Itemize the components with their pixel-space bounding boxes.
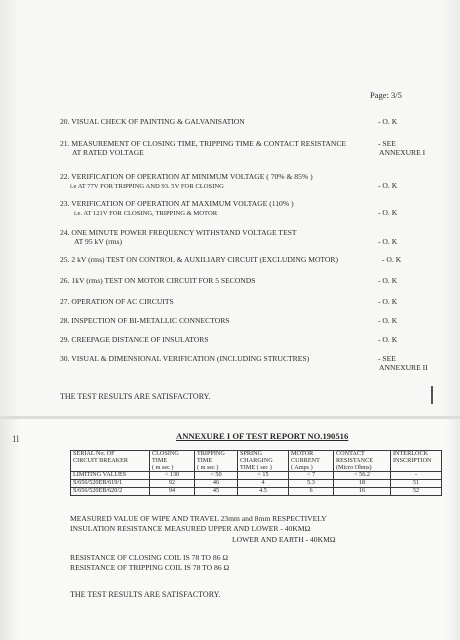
test-item-text: 28. INSPECTION OF BI-METALLIC CONNECTORS <box>60 316 230 325</box>
test-item-result: - O. K <box>382 255 402 264</box>
test-item-result: - O. K <box>378 237 398 246</box>
test-item-result: - O. K <box>378 297 398 306</box>
table-cell: 45 <box>195 487 238 495</box>
insulation-resistance-line: INSULATION RESISTANCE MEASURED UPPER AND LOWER - 40KMΩ <box>70 524 311 533</box>
table-cell: S/656/520EB/619/1 <box>71 480 150 488</box>
wipe-travel-line: MEASURED VALUE OF WIPE AND TRAVEL 23mm and 8mm RESPECTIVELY <box>70 514 327 523</box>
summary-statement: THE TEST RESULTS ARE SATISFACTORY. <box>60 392 211 401</box>
page-fold-line <box>0 416 460 419</box>
table-cell: 18 <box>334 480 391 488</box>
test-item-result: - O. K <box>378 181 398 190</box>
page-number: Page: 3/5 <box>370 90 402 100</box>
test-item-result: - O. K <box>378 335 398 344</box>
table-cell: 52 <box>391 487 442 495</box>
column-header: TRIPPING TIME ( m sec ) <box>195 451 238 472</box>
column-header: INTERLOCK INSCRIPTION <box>391 451 442 472</box>
table-header-row <box>71 451 442 472</box>
table-row <box>71 487 442 495</box>
table-row <box>71 480 442 488</box>
margin-pen-mark <box>431 386 433 404</box>
table-cell: 4 <box>238 480 289 488</box>
table-cell: < 56.2 <box>334 472 391 480</box>
table-cell: < 130 <box>150 472 195 480</box>
table-cell: 51 <box>391 480 442 488</box>
test-item-text: 27. OPERATION OF AC CIRCUITS <box>60 297 174 306</box>
table-cell: < 7 <box>289 472 334 480</box>
test-item-text: 23. VERIFICATION OF OPERATION AT MAXIMUM VOLTAGE (110% ) <box>60 199 294 208</box>
test-item-result: - SEE <box>378 139 396 148</box>
test-item-subtext: AT RATED VOLTAGE <box>72 148 144 157</box>
margin-annotation: 1l <box>12 434 20 444</box>
test-item-subtext: i.e AT 77V FOR TRIPPING AND 93. 5V FOR CLOSING <box>70 183 224 190</box>
table-cell: 94 <box>150 487 195 495</box>
table-cell: - <box>391 472 442 480</box>
test-item-text: 25. 2 kV (rms) TEST ON CONTROL & AUXILIARY CIRCUIT (EXCLUDING MOTOR) <box>60 255 339 264</box>
test-item-text: 24. ONE MINUTE POWER FREQUENCY WITHSTAND VOLTAGE TEST <box>60 228 297 237</box>
test-item-result: - O. K <box>378 117 398 126</box>
table-cell: 5.3 <box>289 480 334 488</box>
annexure-reference: ANNEXURE II <box>379 363 428 372</box>
annexure-title: ANNEXURE I OF TEST REPORT NO.190516 <box>176 431 349 441</box>
tripping-coil-line: RESISTANCE OF TRIPPING COIL IS 78 TO 86 Ω <box>70 563 230 572</box>
summary-statement-bottom: THE TEST RESULTS ARE SATISFACTORY. <box>70 590 221 599</box>
test-item-text: 21. MEASUREMENT OF CLOSING TIME, TRIPPING TIME & CONTACT RESISTANCE <box>60 139 347 148</box>
test-item-result: - O. K <box>378 276 398 285</box>
test-item-text: 26. 1kV (rms) TEST ON MOTOR CIRCUIT FOR 5 SECONDS <box>60 276 256 285</box>
column-header: SERIAL No. OF CIRCUIT BREAKER <box>71 451 150 472</box>
test-item-text: 22. VERIFICATION OF OPERATION AT MINIMUM VOLTAGE ( 70% & 85% ) <box>60 172 313 181</box>
test-item-text: 20. VISUAL CHECK OF PAINTING & GALVANISATION <box>60 117 245 126</box>
test-item-result: - SEE <box>378 354 396 363</box>
column-header: CLOSING TIME ( m sec ) <box>150 451 195 472</box>
table-cell: < 15 <box>238 472 289 480</box>
test-item-result: - O. K <box>378 316 398 325</box>
table-cell: 6 <box>289 487 334 495</box>
test-item-subtext: AT 95 kV (rms) <box>74 237 123 246</box>
annexure-reference: ANNEXURE I <box>379 148 426 157</box>
table-cell: LIMITING VALUES <box>71 472 150 480</box>
table-cell: 4.5 <box>238 487 289 495</box>
closing-coil-line: RESISTANCE OF CLOSING COIL IS 78 TO 86 Ω <box>70 553 229 562</box>
table-cell: < 50 <box>195 472 238 480</box>
test-item-text: 30. VISUAL & DIMENSIONAL VERIFICATION (INCLUDING STRUCTRES) <box>60 354 310 363</box>
column-header: CONTACT RESISTANCE (Micro Ohms) <box>334 451 391 472</box>
test-results-table <box>70 450 442 496</box>
table-cell: 16 <box>334 487 391 495</box>
limits-row <box>71 472 442 480</box>
test-item-text: 29. CREEPAGE DISTANCE OF INSULATORS <box>60 335 209 344</box>
column-header: SPRING CHARGING TIME ( sec ) <box>238 451 289 472</box>
column-header: MOTOR CURRENT ( Amps ) <box>289 451 334 472</box>
table-cell: 92 <box>150 480 195 488</box>
test-item-subtext: i.e. AT 121V FOR CLOSING, TRIPPING & MOTOR <box>74 210 218 217</box>
insulation-lower-earth-line: LOWER AND EARTH - 40KMΩ <box>232 535 336 544</box>
test-item-result: - O. K <box>378 208 398 217</box>
table-cell: 46 <box>195 480 238 488</box>
table-cell: S/656/520EB/620/2 <box>71 487 150 495</box>
